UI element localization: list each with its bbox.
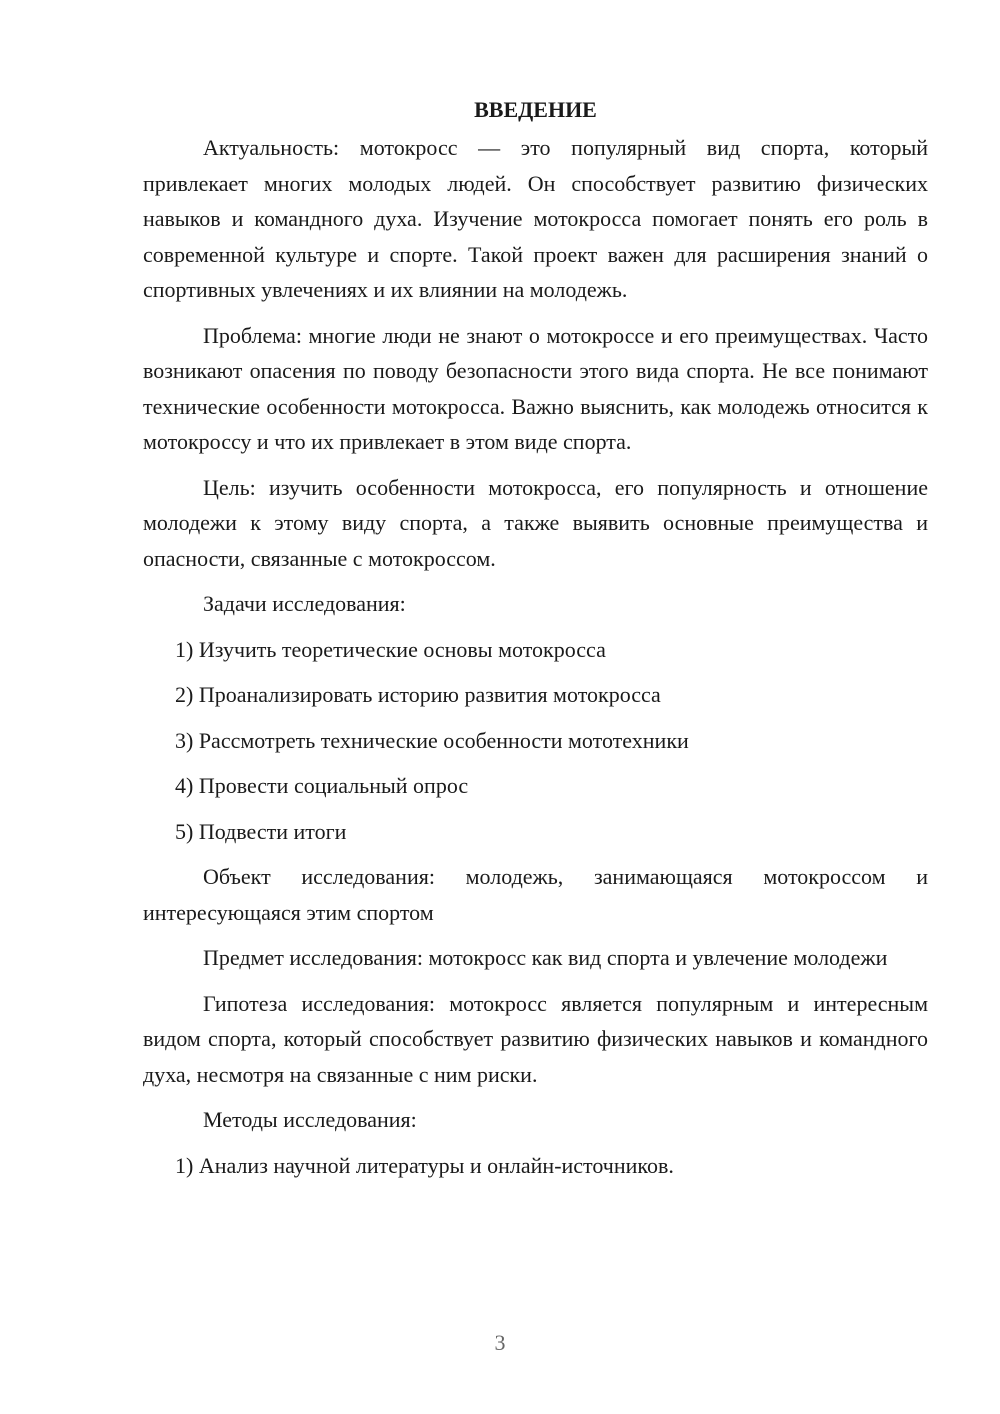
list-item: 3) Рассмотреть технические особенности мототехники [175, 727, 689, 753]
tasks-label: Задачи исследования: [203, 591, 406, 616]
list-item: 2) Проанализировать историю развития мотокросса [175, 682, 661, 707]
tasks-list [143, 632, 928, 850]
list-item: 4) Провести социальный опрос [175, 773, 469, 798]
section-title: ВВЕДЕНИЕ [474, 97, 597, 122]
list-item: 5) Подвести итоги [175, 818, 347, 844]
paragraph-hypothesis: Гипотеза исследования: мотокросс является популярным и интересным видом спорта, который способствует развитию физических навыков и командного духа, несмотря на связанные с ним риски. [143, 990, 928, 1087]
list-item: 1) Изучить теоретические основы мотокросса [175, 636, 606, 662]
paragraph-problem: Проблема: многие люди не знают о мотокроссе и его преимуществах. Часто возникают опасения по поводу безопасности этого вида спорта. Не все понимают технические особенности мотокросса. Важно выяснить, как молодежь относится к мотокроссу и что их привлекает в этом виде спорта. [143, 322, 928, 454]
methods-list [143, 1148, 928, 1184]
page-number: 3 [494, 1330, 506, 1355]
list-item: 1) Анализ научной литературы и онлайн-источников. [175, 1152, 674, 1178]
page-content [143, 94, 928, 1193]
paragraph-goal: Цель: изучить особенности мотокросса, его популярность и отношение молодежи к этому виду спорта, а также выявить основные преимущества и опасности, связанные с мотокроссом. [143, 474, 928, 571]
methods-label: Методы исследования: [203, 1107, 417, 1132]
paragraph-subject: Предмет исследования: мотокросс как вид спорта и увлечение молодежи [203, 945, 888, 970]
paragraph-actuality: Актуальность: мотокросс — это популярный вид спорта, который привлекает многих молодых людей. Он способствует развитию физических навыков и командного духа. Изучение мотокросса помогает понять его роль в современной культуре и спорте. Такой проект важен для расширения знаний о спортивных увлечениях и их влиянии на молодежь. [143, 135, 928, 302]
paragraph-object: Объект исследования: молодежь, занимающаяся мотокроссом и интересующаяся этим спортом [143, 864, 928, 925]
